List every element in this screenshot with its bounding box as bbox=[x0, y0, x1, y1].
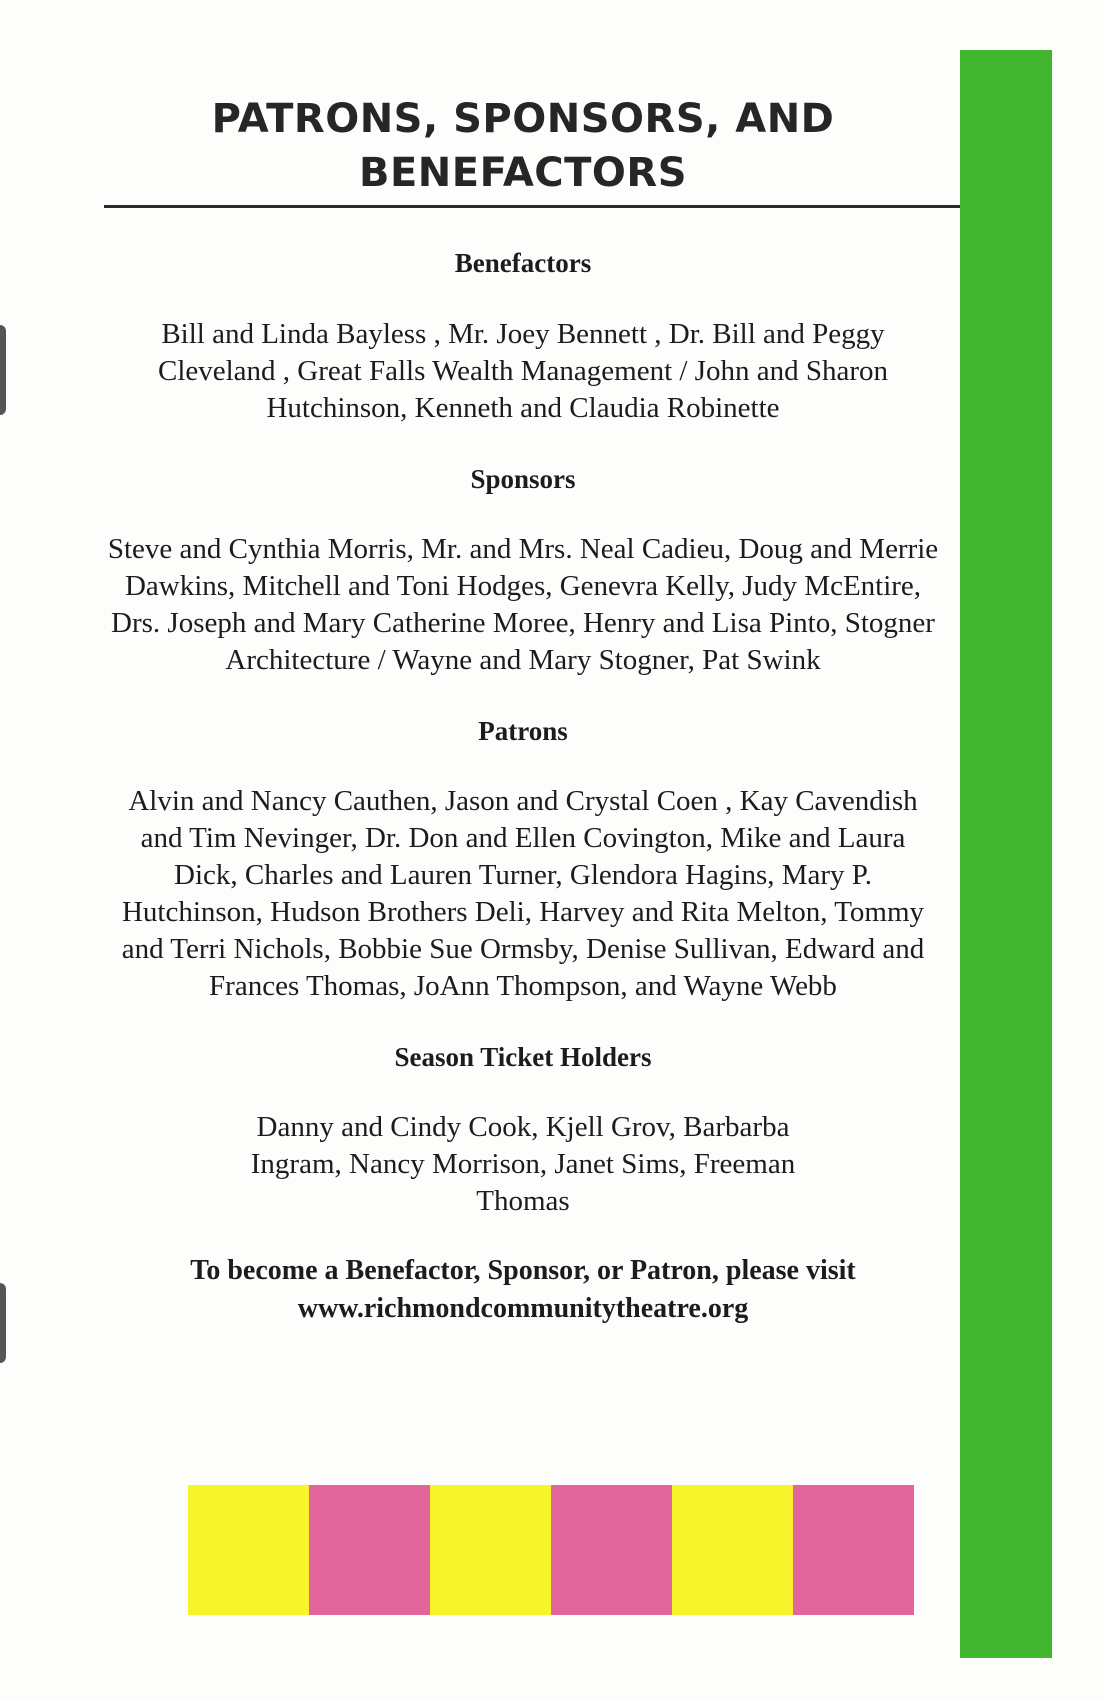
pink-swatch bbox=[551, 1485, 672, 1615]
cta-url: www.richmondcommunitytheatre.org bbox=[297, 1293, 749, 1324]
cta-line: To become a Benefactor, Sponsor, or Patron, please visit bbox=[190, 1255, 856, 1286]
color-swatches bbox=[188, 1485, 914, 1615]
title-divider bbox=[104, 205, 960, 208]
season-ticket-holders-names: Danny and Cindy Cook, Kjell Grov, Barbarba Ingram, Nancy Morrison, Janet Sims, Freeman Thomas bbox=[250, 1111, 796, 1217]
season-ticket-holders-heading: Season Ticket Holders bbox=[394, 1042, 652, 1072]
pink-swatch bbox=[309, 1485, 430, 1615]
sponsors-names: Steve and Cynthia Morris, Mr. and Mrs. Neal Cadieu, Doug and Merrie Dawkins, Mitchell and Toni Hodges, Genevra Kelly, Judy McEntire, Drs. Joseph and Mary Catherine Moree, Henry and Lisa Pinto, Stogner Architecture / Wayne and Mary Stogner, Pat Swink bbox=[107, 533, 939, 676]
pink-swatch bbox=[793, 1485, 914, 1615]
binding-mark-bottom bbox=[0, 1283, 6, 1363]
donor-list bbox=[104, 245, 942, 1328]
yellow-swatch bbox=[672, 1485, 793, 1615]
patrons-names: Alvin and Nancy Cauthen, Jason and Crystal Coen , Kay Cavendish and Tim Nevinger, Dr. Don and Ellen Covington, Mike and Laura Dick, Charles and Lauren Turner, Glendora Hagins, Mary P. Hutchinson, Hudson Brothers Deli, Harvey and Rita Melton, Tommy and Terri Nichols, Bobbie Sue Ormsby, Denise Sullivan, Edward and Frances Thomas, JoAnn Thompson, and Wayne Webb bbox=[121, 785, 925, 1002]
yellow-swatch bbox=[188, 1485, 309, 1615]
page-title: PATRONS, SPONSORS, AND BENEFACTORS bbox=[211, 96, 835, 196]
patrons-heading: Patrons bbox=[478, 716, 568, 746]
binding-mark-top bbox=[0, 325, 6, 415]
benefactors-names: Bill and Linda Bayless , Mr. Joey Bennett , Dr. Bill and Peggy Cleveland , Great Falls Wealth Management / John and Sharon Hutchinson, Kenneth and Claudia Robinette bbox=[157, 318, 888, 424]
sponsors-heading: Sponsors bbox=[470, 464, 576, 494]
yellow-swatch bbox=[430, 1485, 551, 1615]
cta-text bbox=[104, 1252, 942, 1328]
green-side-bar bbox=[960, 50, 1052, 1658]
benefactors-heading: Benefactors bbox=[454, 248, 592, 278]
